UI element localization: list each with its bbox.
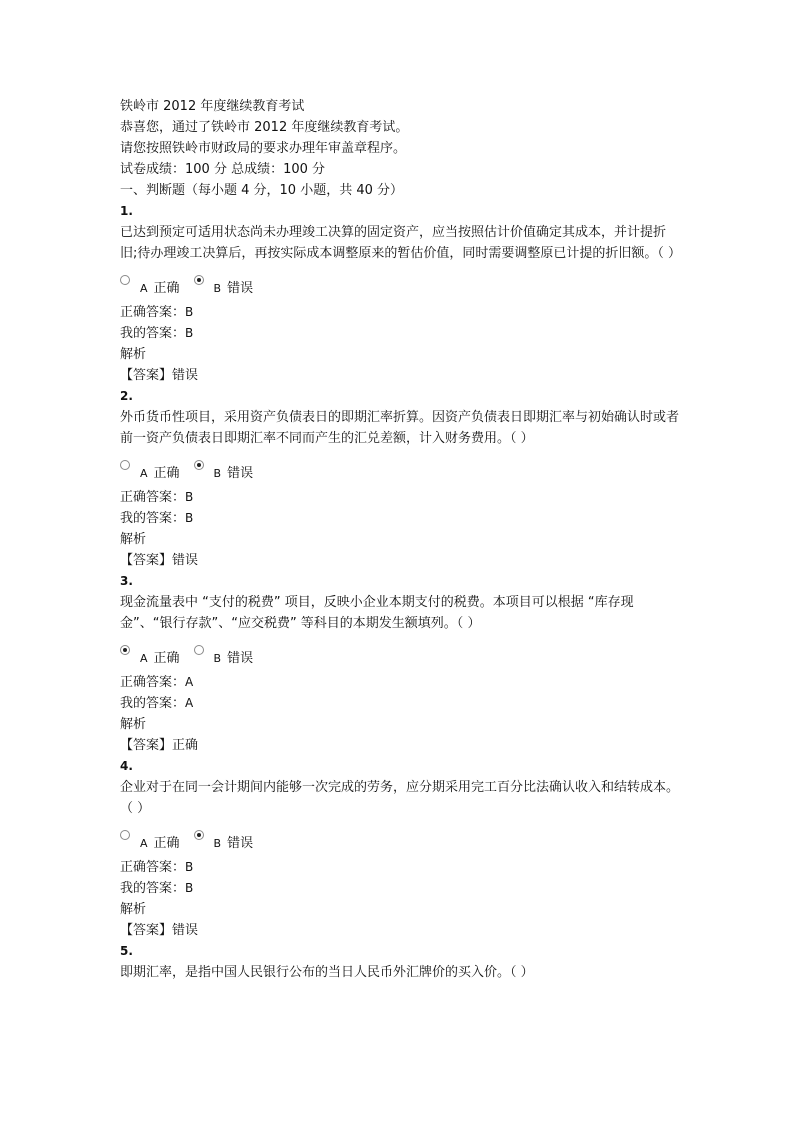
option-a-radio[interactable]: [120, 275, 130, 285]
answer-options: [120, 269, 680, 299]
option-b-text: 错误: [227, 466, 254, 481]
section-heading: 一、判断题（每小题 4 分，10 小题，共 40 分）: [120, 183, 404, 198]
my-answer-label: 我的答案：: [120, 696, 186, 711]
analysis-label: 解析: [120, 902, 147, 917]
my-answer-label: 我的答案：: [120, 881, 186, 896]
correct-answer-row: [120, 487, 680, 508]
correct-answer-label: 正确答案：: [120, 490, 186, 505]
option-b-text: 错误: [227, 281, 254, 296]
my-answer-value: A: [185, 696, 194, 710]
option-a-text: 正确: [153, 651, 180, 666]
question-number: 4.: [120, 759, 133, 773]
option-b-radio[interactable]: [194, 275, 204, 285]
option-a-radio[interactable]: [120, 830, 130, 840]
my-answer-value: B: [185, 511, 194, 525]
option-a-radio[interactable]: [120, 460, 130, 470]
my-answer-value: B: [185, 881, 194, 895]
answer-result: 错误: [172, 553, 199, 568]
question-1: [120, 201, 680, 386]
instruction-message: 请您按照铁岭市财政局的要求办理年审盖章程序。: [120, 141, 407, 156]
answer-options: [120, 639, 680, 669]
question-3: [120, 571, 680, 756]
question-number: 2.: [120, 389, 133, 403]
correct-answer-label: 正确答案：: [120, 305, 186, 320]
question-text: 企业对于在同一会计期间内能够一次完成的劳务，应分期采用完工百分比法确认收入和结转成本。（ ）: [120, 780, 680, 816]
option-b-radio[interactable]: [194, 460, 204, 470]
question-number: 1.: [120, 204, 133, 218]
question-text: 已达到预定可适用状态尚未办理竣工决算的固定资产，应当按照估计价值确定其成本，并计提折旧;待办理竣工决算后，再按实际成本调整原来的暂估价值，同时需要调整原已计提的折旧额。（ ）: [120, 225, 682, 261]
option-a-text: 正确: [153, 836, 180, 851]
answer-options: [120, 454, 680, 484]
question-4: [120, 756, 680, 941]
question-2: [120, 386, 680, 571]
correct-answer-row: [120, 857, 680, 878]
option-b-text: 错误: [227, 651, 254, 666]
correct-answer-label: 正确答案：: [120, 860, 186, 875]
answer-explanation: [120, 735, 680, 756]
analysis-label: 解析: [120, 717, 147, 732]
question-text: 外币货币性项目，采用资产负债表日的即期汇率折算。因资产负债表日即期汇率与初始确认时或者前一资产负债表日即期汇率不同而产生的汇兑差额，计入财务费用。（ ）: [120, 410, 680, 446]
analysis-label: 解析: [120, 532, 147, 547]
option-b[interactable]: [194, 275, 254, 299]
option-a-letter: A: [140, 652, 148, 665]
option-b-radio[interactable]: [194, 645, 204, 655]
my-answer-value: B: [185, 326, 194, 340]
option-b-letter: B: [213, 837, 222, 850]
option-b-text: 错误: [227, 836, 254, 851]
answer-explanation: [120, 920, 680, 941]
option-b-letter: B: [213, 282, 222, 295]
option-a-radio[interactable]: [120, 645, 130, 655]
answer-result: 错误: [172, 368, 199, 383]
correct-answer-value: B: [185, 490, 194, 504]
exam-title: 铁岭市 2012 年度继续教育考试: [120, 99, 305, 114]
score-summary: 试卷成绩：100 分 总成绩：100 分: [120, 162, 326, 177]
option-b[interactable]: [194, 830, 254, 854]
option-a-text: 正确: [153, 466, 180, 481]
exam-document: [120, 96, 680, 983]
option-b[interactable]: [194, 645, 254, 669]
my-answer-label: 我的答案：: [120, 326, 186, 341]
answer-prefix: 【答案】: [120, 923, 173, 938]
option-a[interactable]: [120, 460, 180, 484]
option-a-letter: A: [140, 837, 148, 850]
option-a-letter: A: [140, 282, 148, 295]
option-a-letter: A: [140, 467, 148, 480]
question-number: 5.: [120, 944, 133, 958]
answer-prefix: 【答案】: [120, 553, 173, 568]
answer-prefix: 【答案】: [120, 368, 173, 383]
option-b-radio[interactable]: [194, 830, 204, 840]
answer-result: 错误: [172, 923, 199, 938]
option-a[interactable]: [120, 275, 180, 299]
option-a[interactable]: [120, 645, 180, 669]
answer-result: 正确: [172, 738, 199, 753]
correct-answer-value: A: [185, 675, 194, 689]
correct-answer-row: [120, 302, 680, 323]
option-a-text: 正确: [153, 281, 180, 296]
answer-prefix: 【答案】: [120, 738, 173, 753]
my-answer-row: [120, 878, 680, 899]
option-b-letter: B: [213, 467, 222, 480]
answer-options: [120, 824, 680, 854]
congrats-message: 恭喜您，通过了铁岭市 2012 年度继续教育考试。: [120, 120, 409, 135]
correct-answer-label: 正确答案：: [120, 675, 186, 690]
option-a[interactable]: [120, 830, 180, 854]
question-number: 3.: [120, 574, 133, 588]
option-b[interactable]: [194, 460, 254, 484]
question-text: 即期汇率，是指中国人民银行公布的当日人民币外汇牌价的买入价。（ ）: [120, 965, 534, 980]
my-answer-row: [120, 693, 680, 714]
my-answer-row: [120, 323, 680, 344]
analysis-label: 解析: [120, 347, 147, 362]
my-answer-row: [120, 508, 680, 529]
correct-answer-value: B: [185, 860, 194, 874]
question-5: [120, 941, 680, 983]
correct-answer-row: [120, 672, 680, 693]
my-answer-label: 我的答案：: [120, 511, 186, 526]
correct-answer-value: B: [185, 305, 194, 319]
question-text: 现金流量表中 “支付的税费” 项目，反映小企业本期支付的税费。本项目可以根据 “库存现金”、“银行存款”、“应交税费” 等科目的本期发生额填列。（ ）: [120, 595, 634, 631]
answer-explanation: [120, 365, 680, 386]
answer-explanation: [120, 550, 680, 571]
option-b-letter: B: [213, 652, 222, 665]
